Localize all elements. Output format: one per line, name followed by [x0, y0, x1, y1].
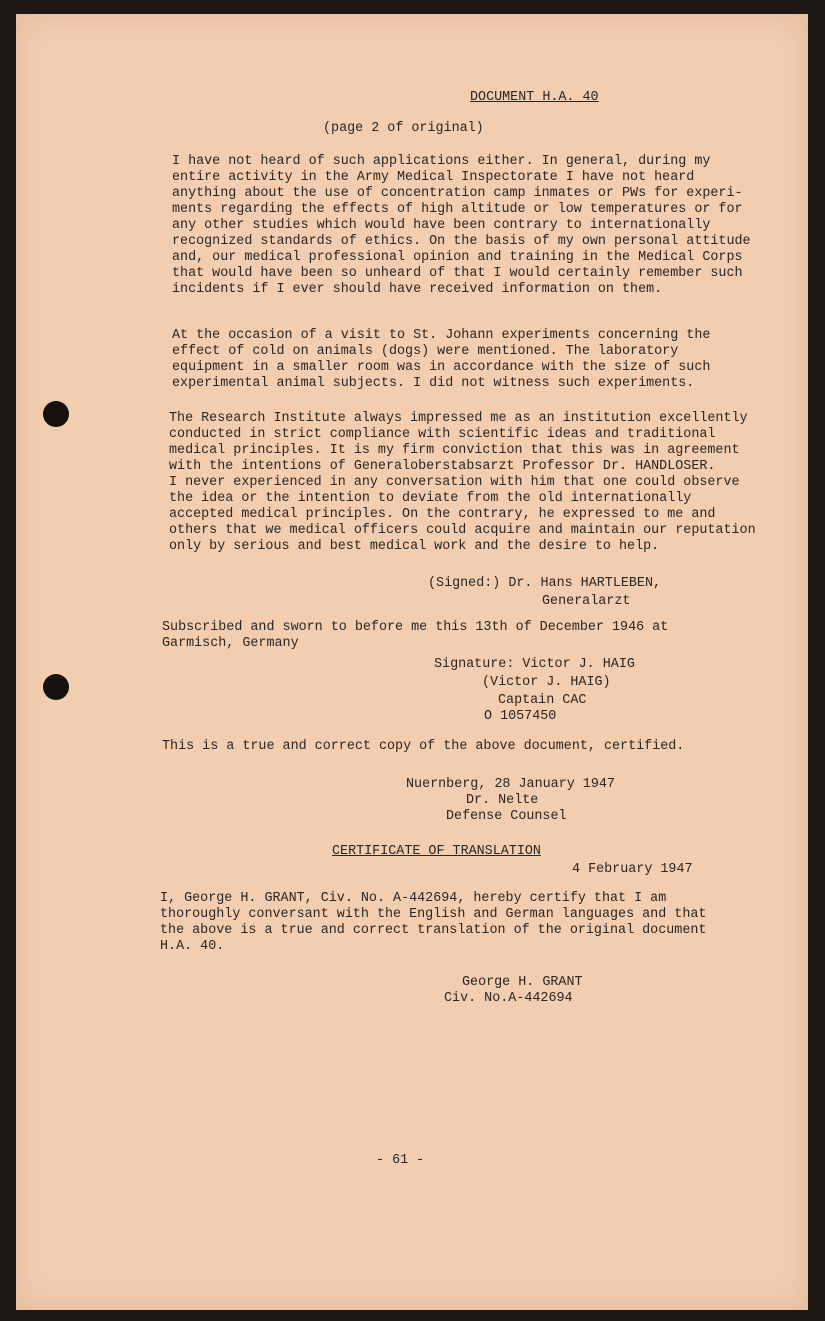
text-line: I, George H. GRANT, Civ. No. A-442694, hereby certify that I am: [160, 891, 667, 906]
text-line: thoroughly conversant with the English and German languages and that: [160, 907, 707, 922]
punch-hole-top: [43, 401, 69, 427]
text-line: incidents if I ever should have received information on them.: [172, 282, 663, 297]
notary-name: (Victor J. HAIG): [482, 675, 611, 690]
paragraph-3: [169, 411, 756, 555]
text-line: and, our medical professional opinion and training in the Medical Corps: [172, 250, 743, 265]
text-line: The Research Institute always impressed me as an institution excellently: [169, 411, 748, 426]
text-line: Garmisch, Germany: [162, 636, 299, 651]
document-heading: DOCUMENT H.A. 40: [470, 90, 599, 105]
text-line: that would have been so unheard of that I would certainly remember such: [172, 266, 743, 281]
paragraph-1: [172, 154, 751, 298]
certified-name: Dr. Nelte: [466, 793, 539, 808]
true-copy-statement: This is a true and correct copy of the above document, certified.: [162, 739, 685, 754]
paragraph-2: [172, 328, 710, 392]
page-number: - 61 -: [376, 1153, 425, 1168]
punch-hole-bottom: [43, 674, 69, 700]
text-line: the idea or the intention to deviate from the old internationally: [169, 491, 692, 506]
text-line: accepted medical principles. On the contrary, he expressed to me and: [169, 507, 716, 522]
text-line: I never experienced in any conversation with him that one could observe: [169, 475, 740, 490]
certificate-text: [160, 891, 706, 955]
notary-number: O 1057450: [484, 709, 557, 724]
text-line: I have not heard of such applications either. In general, during my: [172, 154, 711, 169]
certified-title: Defense Counsel: [446, 809, 567, 824]
text-line: medical principles. It is my firm conviction that this was in agreement: [169, 443, 740, 458]
text-line: effect of cold on animals (dogs) were mentioned. The laboratory: [172, 344, 679, 359]
text-line: recognized standards of ethics. On the basis of my own personal attitude: [172, 234, 751, 249]
signed-title: Generalarzt: [542, 594, 631, 609]
text-line: conducted in strict compliance with scientific ideas and traditional: [169, 427, 716, 442]
text-line: with the intentions of Generaloberstabsarzt Professor Dr. HANDLOSER.: [169, 459, 716, 474]
document-page: [16, 14, 808, 1310]
text-line: H.A. 40.: [160, 939, 225, 954]
sworn-statement: [162, 620, 668, 652]
notary-rank: Captain CAC: [498, 693, 587, 708]
text-line: ments regarding the effects of high altitude or low temperatures or for: [172, 202, 743, 217]
certificate-date: 4 February 1947: [572, 862, 693, 877]
translator-name: George H. GRANT: [462, 975, 583, 990]
text-line: Subscribed and sworn to before me this 13th of December 1946 at: [162, 620, 669, 635]
text-line: experimental animal subjects. I did not witness such experiments.: [172, 376, 695, 391]
translator-number: Civ. No.A-442694: [444, 991, 573, 1006]
text-line: equipment in a smaller room was in accordance with the size of such: [172, 360, 711, 375]
certified-place-date: Nuernberg, 28 January 1947: [406, 777, 615, 792]
text-line: others that we medical officers could acquire and maintain our reputation: [169, 523, 756, 538]
page-subheading: (page 2 of original): [323, 121, 484, 136]
signed-line: (Signed:) Dr. Hans HARTLEBEN,: [428, 576, 662, 591]
text-line: any other studies which would have been contrary to internationally: [172, 218, 711, 233]
text-line: entire activity in the Army Medical Inspectorate I have not heard: [172, 170, 695, 185]
text-line: At the occasion of a visit to St. Johann experiments concerning the: [172, 328, 711, 343]
notary-signature: Signature: Victor J. HAIG: [434, 657, 635, 672]
certificate-heading: CERTIFICATE OF TRANSLATION: [332, 844, 541, 859]
text-line: the above is a true and correct translation of the original document: [160, 923, 707, 938]
text-line: only by serious and best medical work and the desire to help.: [169, 539, 660, 554]
text-line: anything about the use of concentration camp inmates or PWs for experi-: [172, 186, 743, 201]
